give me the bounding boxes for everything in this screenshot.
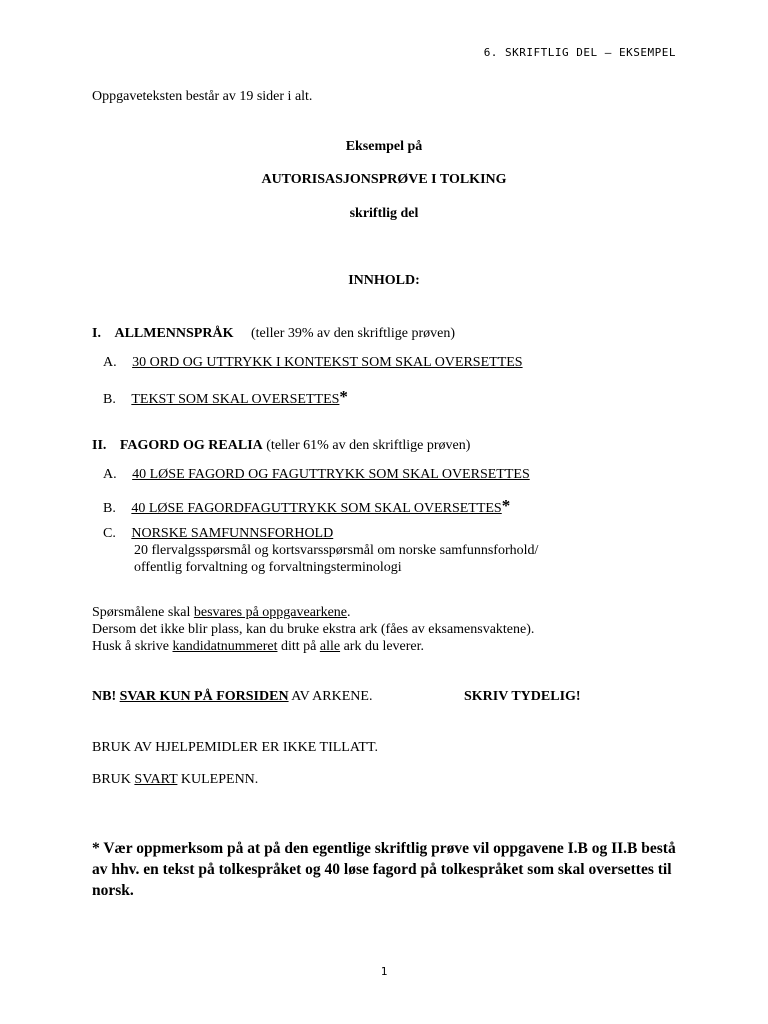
section-1-item-b [103, 388, 348, 408]
instruction-line-1 [92, 604, 351, 621]
item-text: TEKST SOM SKAL OVERSETTES [131, 392, 340, 407]
section-1-item-a [103, 354, 523, 371]
section-2-title: FAGORD OG REALIA [119, 438, 263, 453]
aids-notice: BRUK AV HJELPEMIDLER ER IKKE TILLATT. [92, 740, 378, 755]
text-segment: KULEPENN. [177, 772, 259, 787]
section-2-item-c [103, 525, 333, 542]
item-text: NORSKE SAMFUNNSFORHOLD [131, 526, 334, 541]
section-2-item-b [103, 497, 510, 517]
text-segment: Spørsmålene skal [92, 605, 194, 620]
asterisk-mark: * [339, 387, 348, 406]
intro-text: Oppgaveteksten består av 19 sider i alt. [92, 89, 313, 104]
nb-underlined: SVAR KUN PÅ FORSIDEN [119, 689, 289, 704]
page-number: 1 [380, 965, 388, 978]
item-letter: B. [103, 392, 116, 407]
section-1-heading [92, 325, 455, 342]
underlined-text: SVART [134, 772, 178, 787]
asterisk-mark: * [501, 496, 511, 515]
section-2-numeral: II. [92, 438, 107, 453]
underlined-text: alle [319, 639, 341, 654]
pen-notice [92, 771, 258, 788]
nb-notice [92, 688, 372, 705]
nb-rest: AV ARKENE. [288, 689, 373, 704]
item-text: 40 LØSE FAGORDFAGUTTRYKK SOM SKAL OVERSETTES [131, 501, 502, 516]
nb-label: NB! [92, 689, 120, 704]
section-1-title: ALLMENNSPRÅK [114, 326, 234, 341]
title-line-2: AUTORISASJONSPRØVE I TOLKING [261, 172, 507, 187]
item-letter: C. [103, 526, 116, 541]
item-letter: B. [103, 501, 116, 516]
text-segment: ditt på [277, 639, 320, 654]
section-2-heading [92, 437, 470, 454]
section-1-note: (teller 39% av den skriftlige prøven) [250, 326, 456, 341]
text-segment: Husk å skrive [92, 639, 173, 654]
item-letter: A. [103, 355, 117, 370]
title-line-3: skriftlig del [349, 206, 419, 221]
title-line-1: Eksempel på [345, 139, 423, 154]
instruction-line-3 [92, 638, 424, 655]
item-letter: A. [103, 467, 117, 482]
underlined-text: kandidatnummeret [172, 639, 278, 654]
underlined-text: besvares på oppgavearkene [193, 605, 348, 620]
contents-heading: INNHOLD: [348, 273, 420, 288]
running-header: 6. SKRIFTLIG DEL – EKSEMPEL [483, 46, 676, 59]
section-2-item-a [103, 466, 530, 483]
text-segment: . [347, 605, 351, 620]
write-clearly-notice: SKRIV TYDELIG! [464, 689, 581, 704]
item-text: 40 LØSE FAGORD OG FAGUTTRYKK SOM SKAL OVERSETTES [132, 467, 530, 482]
footnote: * Vær oppmerksom på at på den egentlige skriftlig prøve vil oppgavene I.B og II.B bestå av hhv. en tekst på tolkespråket og 40 løse fagord på tolkespråket som skal oversettes til norsk. [92, 840, 676, 899]
item-text: 30 ORD OG UTTRYKK I KONTEKST SOM SKAL OVERSETTES [132, 355, 523, 370]
item-c-description-2: offentlig forvaltning og forvaltningsterminologi [134, 560, 402, 575]
text-segment: BRUK [92, 772, 135, 787]
item-c-description-1: 20 flervalgsspørsmål og kortsvarsspørsmål om norske samfunnsforhold/ [134, 543, 539, 558]
section-1-numeral: I. [92, 326, 101, 341]
text-segment: ark du leverer. [340, 639, 425, 654]
section-2-note: (teller 61% av den skriftlige prøven) [266, 438, 471, 453]
instruction-line-2: Dersom det ikke blir plass, kan du bruke ekstra ark (fåes av eksamensvaktene). [92, 622, 535, 637]
